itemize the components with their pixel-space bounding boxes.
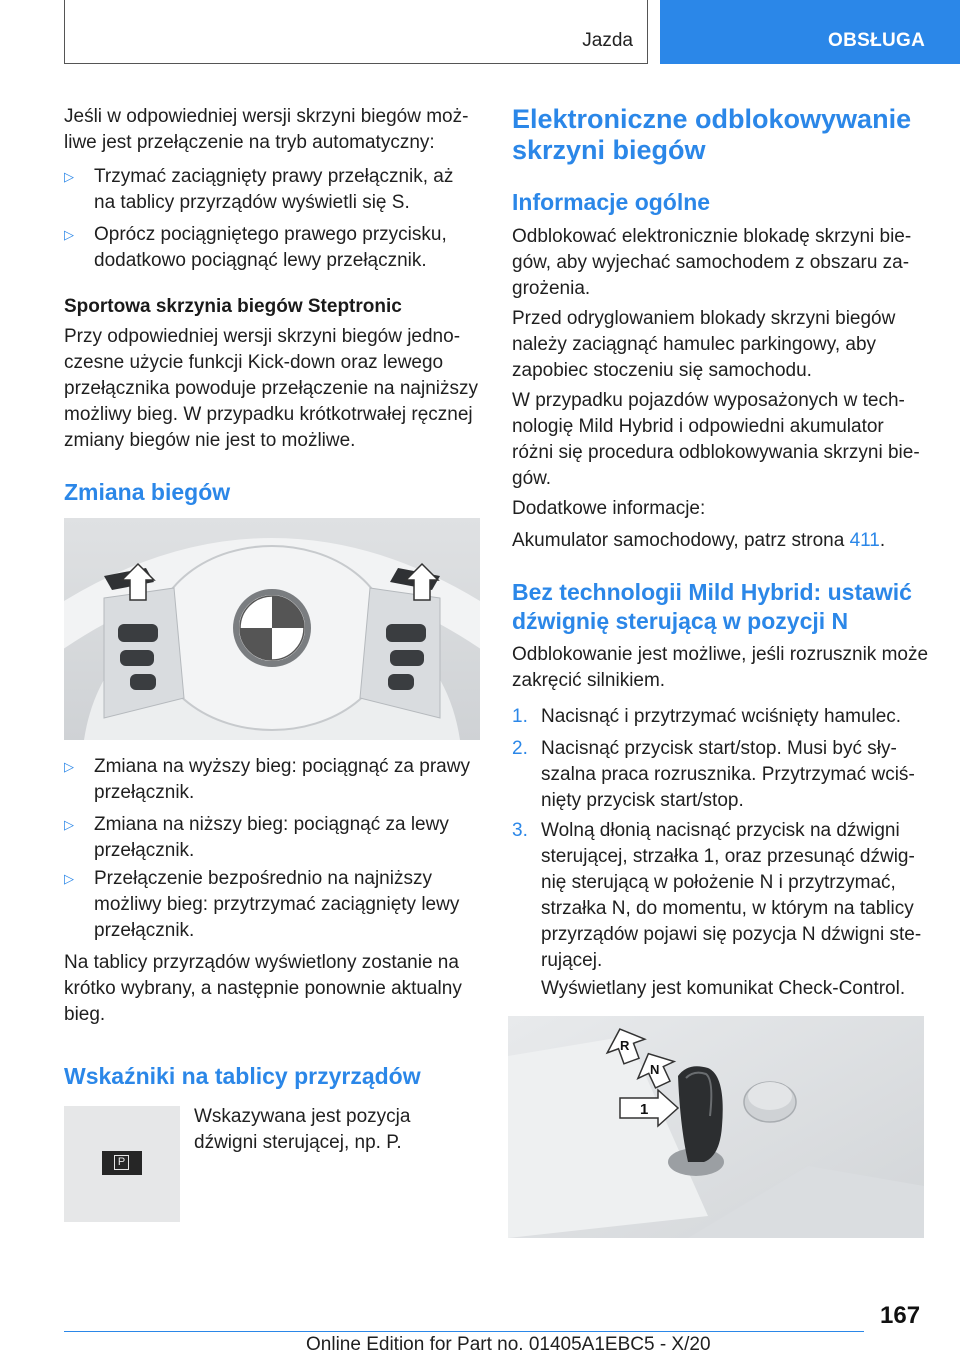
gear-indicator-display xyxy=(102,1151,142,1175)
header-section-title: Jazda xyxy=(582,30,633,51)
steering-wheel-illustration xyxy=(64,518,480,740)
list-item: ▷ Zmiana na wyższy bieg: pociągnąć za prawy przełącznik. xyxy=(64,754,478,806)
general-paragraph: W przypadku pojazdów wyposażonych w technologię Mild Hybrid i odpowiedni akumulator różni się procedura odblokowywania skrzyni biegów. xyxy=(512,390,920,489)
gear-display-text: Na tablicy przyrządów wyświetlony zostanie na krótko wybrany, a następnie ponownie aktualny bieg. xyxy=(64,952,462,1025)
mild-hybrid-heading: Bez technologii Mild Hybrid: ustawić dźwignię sterującą w pozycji N xyxy=(512,579,912,634)
header-chapter-tab[interactable] xyxy=(660,0,960,64)
arrow-label-r: R xyxy=(620,1038,630,1053)
list-item: 3. Wolną dłonią nacisnąć przycisk na dźwigni sterującej, strzałka 1, oraz przesunąć dźwignię sterującą w położenie N i przytrzymać, strzałka N, do momentu, w którym na tablicy przyrządów pojawi się pozycja N dźwigni sterującej. xyxy=(512,820,922,971)
gear-change-heading: Zmiana biegów xyxy=(64,479,231,505)
triangle-right-icon: ▷ xyxy=(64,169,74,184)
footer-divider xyxy=(64,1331,864,1332)
indicator-text: Wskazywana jest pozycja dźwigni sterującej, np. P. xyxy=(194,1106,411,1153)
steering-wheel-image xyxy=(64,518,480,740)
page-title: Elektroniczne odblokowywanie skrzyni biegów xyxy=(512,104,912,165)
general-paragraph: Dodatkowe informacje: xyxy=(512,498,706,519)
mild-hybrid-text: Odblokowanie jest możliwe, jeśli rozrusznik może zakręcić silnikiem. xyxy=(512,644,929,691)
triangle-right-icon: ▷ xyxy=(64,759,74,774)
indicators-heading: Wskaźniki na tablicy przyrządów xyxy=(64,1063,421,1089)
general-heading: Informacje ogólne xyxy=(512,189,711,215)
general-paragraph: Odblokować elektronicznie blokadę skrzyni biegów, aby wyjechać samochodem z obszaru zagrożenia. xyxy=(512,226,912,299)
list-item: ▷ Oprócz pociągniętego prawego przycisku, dodatkowo pociągnąć lewy przełącznik. xyxy=(64,222,478,274)
list-item: ▷ Przełączenie bezpośrednio na najniższy możliwy bieg: przytrzymać zaciągnięty lewy przełącznik. xyxy=(64,866,478,944)
gear-lever-illustration xyxy=(508,1016,924,1238)
gear-position-symbol: P xyxy=(114,1155,129,1170)
intro-text: Jeśli w odpowiedniej wersji skrzyni biegów możliwe jest przełączenie na tryb automatyczny: xyxy=(64,106,469,153)
list-item: ▷ Trzymać zaciągnięty prawy przełącznik, aż na tablicy przyrządów wyświetli się S. xyxy=(64,164,478,216)
triangle-right-icon: ▷ xyxy=(64,227,74,242)
arrow-label-n: N xyxy=(650,1062,660,1077)
battery-reference: Akumulator samochodowy, patrz strona 411. xyxy=(512,530,886,551)
header-chapter-label: OBSŁUGA xyxy=(828,30,926,51)
list-item: 2. Nacisnąć przycisk start/stop. Musi być słyszalna praca rozrusznika. Przytrzymać wciśnięty przycisk start/stop. xyxy=(512,738,915,811)
general-paragraph: Przed odryglowaniem blokady skrzyni biegów należy zaciągnąć hamulec parkingowy, aby zapobiec stoczeniu się samochodu. xyxy=(512,308,896,381)
footer-edition: Online Edition for Part no. 01405A1EBC5 - X/20 xyxy=(306,1334,711,1355)
gear-indicator-image xyxy=(64,1106,180,1222)
list-item: ▷ Zmiana na niższy bieg: pociągnąć za lewy przełącznik. xyxy=(64,812,478,864)
header-section-box xyxy=(64,0,648,64)
step-note: Wyświetlany jest komunikat Check-Control. xyxy=(541,978,906,999)
triangle-right-icon: ▷ xyxy=(64,871,74,886)
page-link[interactable]: 411 xyxy=(849,530,880,551)
triangle-right-icon: ▷ xyxy=(64,817,74,832)
list-item: 1. Nacisnąć i przytrzymać wciśnięty hamulec. xyxy=(512,706,902,727)
arrow-label-1: 1 xyxy=(640,1101,649,1118)
steptronic-heading: Sportowa skrzynia biegów Steptronic xyxy=(64,296,402,317)
page-number: 167 xyxy=(880,1302,921,1329)
gear-lever-image xyxy=(508,1016,924,1238)
steptronic-text: Przy odpowiedniej wersji skrzyni biegów jednoczesne użycie funkcji Kick-down oraz lewego przełącznika powoduje przełączenie na najniższy możliwy bieg. W przypadku krótkotrwałej ręcznej zmiany biegów nie jest to możliwe. xyxy=(64,326,479,451)
